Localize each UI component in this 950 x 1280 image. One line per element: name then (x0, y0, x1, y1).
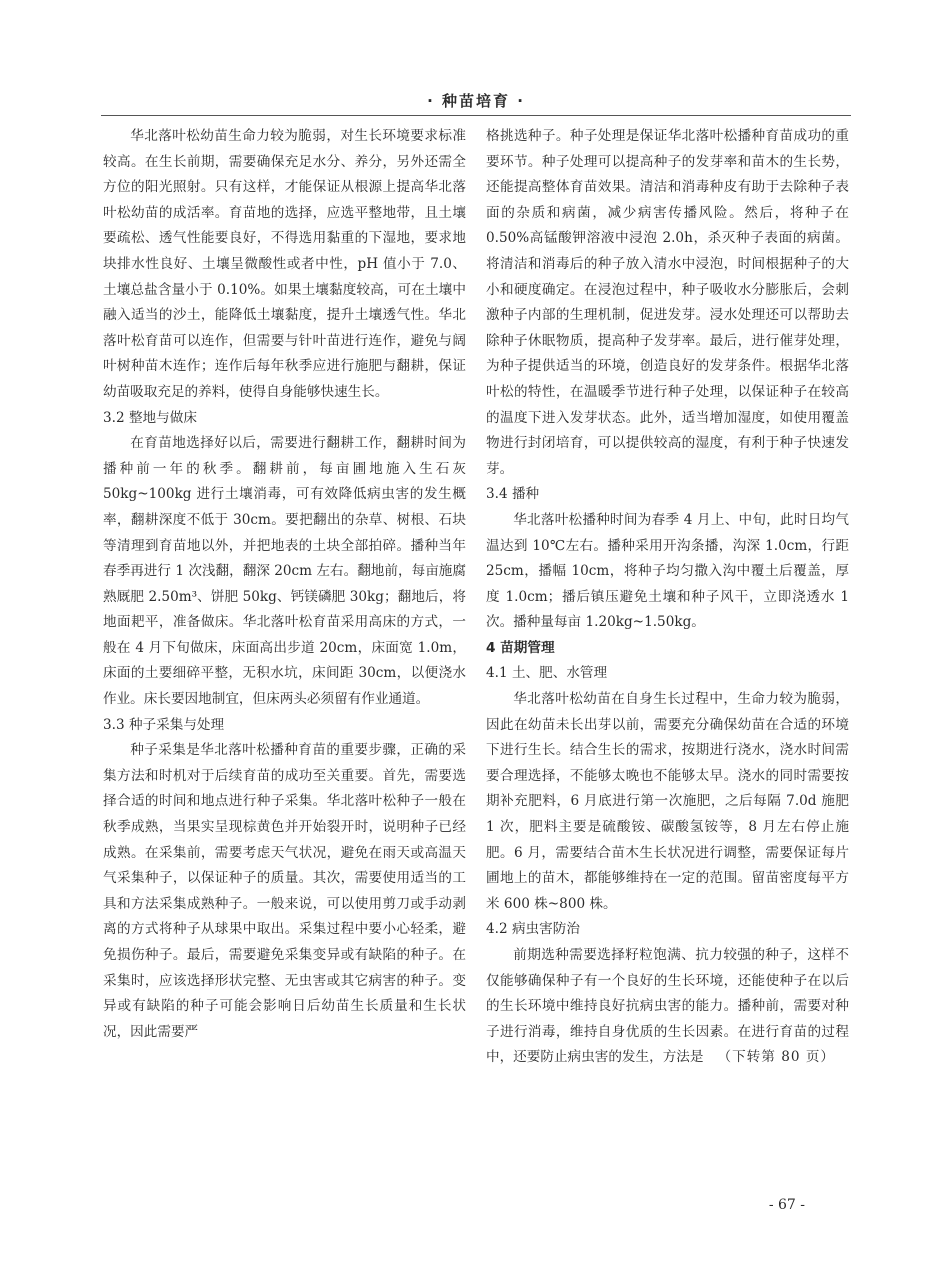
right-column (486, 124, 849, 1071)
header-rule (101, 115, 851, 116)
section-header: · 种苗培育 · (427, 92, 525, 110)
paragraph: 华北落叶松幼苗在自身生长过程中，生命力较为脆弱，因此在幼苗未长出芽以前，需要充分确保幼苗在合适的环境下进行生长。结合生长的需求，按期进行浇水，浇水时间需要合理选择，不能够太晚也不能够太早。浇水的同时需要按期补充肥料，6 月底进行第一次施肥，之后每隔 7.0d 施肥 1 次，肥料主要是硫酸铵、碳酸氢铵等，8 月左右停止施肥。6 月，需要结合苗木生长状况进行调整，需要保证每片圃地上的苗木，都能够维持在一定的范围。留苗密度每平方米 600 株~800 株。 (486, 691, 849, 912)
section-heading-3-4: 3.4 播种 (486, 486, 540, 503)
section-heading-3-2: 3.2 整地与做床 (103, 409, 197, 426)
paragraph: 格挑选种子。种子处理是保证华北落叶松播种育苗成功的重要环节。种子处理可以提高种子的发芽率和苗木的生长势，还能提高整体育苗效果。清洁和消毒种皮有助于去除种子表面的杂质和病菌，减少病害传播风险。然后，将种子在 0.50%高锰酸钾溶液中浸泡 2.0h，杀灭种子表面的病菌。将清洁和消毒后的种子放入清水中浸泡，时间根据种子的大小和硬度确定。在浸泡过程中，种子吸收水分膨胀后，会刺激种子内部的生理机制，促进发芽。浸水处理还可以帮助去除种子休眠物质，提高种子发芽率。最后，进行催芽处理，为种子提供适当的环境，创造良好的发芽条件。根据华北落叶松的特性，在温暖季节进行种子处理，以保证种子在较高的温度下进入发芽状态。此外，适当增加湿度，如使用覆盖物进行封闭培育，可以提供较高的湿度，有利于种子快速发芽。 (486, 128, 849, 477)
section-heading-4-2: 4.2 病虫害防治 (486, 921, 580, 938)
left-column (103, 124, 466, 1045)
continued-note: （下转第 80 页） (717, 1049, 836, 1066)
section-heading-4-1: 4.1 土、肥、水管理 (486, 665, 608, 682)
paragraph: 在育苗地选择好以后，需要进行翻耕工作，翻耕时间为播种前一年的秋季。翻耕前，每亩圃地施入生石灰 50kg~100kg 进行土壤消毒，可有效降低病虫害的发生概率，翻耕深度不低于 30cm。要把翻出的杂草、树根、石块等清理到育苗地以外，并把地表的土块全部拍碎。播种当年春季再进行 1 次浅翻，翻深 20cm 左右。翻地前，每亩施腐熟厩肥 2.50m³、饼肥 50kg、钙镁磷肥 30kg；翻地后，将地面耙平，准备做床。华北落叶松育苗采用高床的方式，一般在 4 月下旬做床，床面高出步道 20cm，床面宽 1.0m，床面的土要细碎平整，无积水坑，床间距 30cm，以便浇水作业。床长要因地制宜，但床两头必须留有作业通道。 (103, 435, 466, 708)
paragraph: 华北落叶松幼苗生命力较为脆弱，对生长环境要求标准较高。在生长前期，需要确保充足水分、养分，另外还需全方位的阳光照射。只有这样，才能保证从根源上提高华北落叶松幼苗的成活率。育苗地的选择，应选平整地带，且土壤要疏松、透气性能要良好，不得选用黏重的下湿地，要求地块排水性良好、土壤呈微酸性或者中性，pH 值小于 7.0、土壤总盐含量小于 0.10%。如果土壤黏度较高，可在土壤中融入适当的沙土，能降低土壤黏度，提升土壤透气性。华北落叶松育苗可以连作，但需要与针叶苗进行连作，避免与阔叶树种苗木连作；连作后每年秋季应进行施肥与翻耕，保证幼苗吸取充足的养料，使得自身能够快速生长。 (103, 128, 466, 400)
section-heading-4: 4 苗期管理 (486, 639, 555, 656)
paragraph: 种子采集是华北落叶松播种育苗的重要步骤，正确的采集方法和时机对于后续育苗的成功至关重要。首先，需要选择合适的时间和地点进行种子采集。华北落叶松种子一般在秋季成熟，当果实呈现棕黄色并开始裂开时，说明种子已经成熟。在采集前，需要考虑天气状况，避免在雨天或高温天气采集种子，以保证种子的质量。其次，需要使用适当的工具和方法采集成熟种子。一般来说，可以使用剪刀或手动剥离的方式将种子从球果中取出。采集过程中要小心轻柔，避免损伤种子。最后，需要避免采集变异或有缺陷的种子。在采集时，应该选择形状完整、无虫害或其它病害的种子。变异或有缺陷的种子可能会影响日后幼苗生长质量和生长状况，因此需要严 (103, 742, 466, 1040)
paragraph-last (486, 943, 849, 1071)
paragraph-text: 前期选种需要选择籽粒饱满、抗力较强的种子，这样不仅能够确保种子有一个良好的生长环境，还能使种子在以后的生长环境中维持良好抗病虫害的能力。播种前，需要对种子进行消毒，维持自身优质的生长因素。在进行育苗的过程中，还要防止病虫害的发生，方法是 (486, 947, 849, 1066)
paragraph: 华北落叶松播种时间为春季 4 月上、中旬，此时日均气温达到 10℃左右。播种采用开沟条播，沟深 1.0cm，行距 25cm，播幅 10cm，将种子均匀撒入沟中覆土后覆盖，厚度 1.0cm；播后镇压避免土壤和种子风干，立即浇透水 1 次。播种量每亩 1.20kg~1.50kg。 (486, 511, 849, 631)
section-heading-3-3: 3.3 种子采集与处理 (103, 716, 225, 733)
page-number: - 67 - (768, 1197, 805, 1213)
